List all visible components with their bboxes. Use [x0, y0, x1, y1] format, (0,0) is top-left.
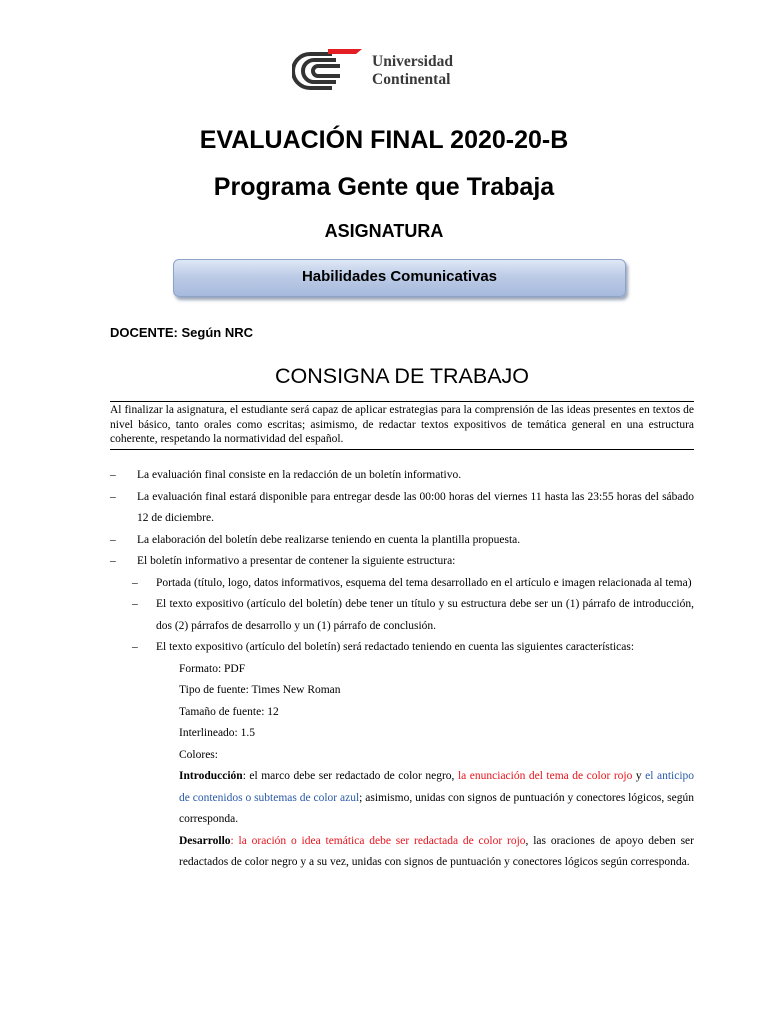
subject-banner: [173, 259, 626, 297]
spec-font: Tipo de fuente: Times New Roman: [179, 684, 341, 696]
consigna-title: CONSIGNA DE TRABAJO: [274, 364, 530, 388]
bullet-dash: –: [110, 533, 116, 546]
list-item-text: La elaboración del boletín debe realizarse teniendo en cuenta la plantilla propuesta.: [137, 533, 521, 546]
list-item: [110, 487, 694, 530]
bullet-dash: –: [110, 490, 116, 503]
intro-blue-text: el anticipo de contenidos o subtemas de color azul: [179, 770, 695, 804]
list-item-text: El boletín informativo a presentar de contener la siguiente estructura:: [137, 555, 456, 567]
logo-line-2: Continental: [372, 71, 451, 88]
universidad-continental-logo-icon: [292, 48, 368, 94]
university-logo: [292, 48, 482, 96]
objective-box: [110, 401, 694, 450]
list-item-text: La evaluación final consiste en la redacción de un boletín informativo.: [137, 469, 462, 481]
desarrollo-label: Desarrollo: [179, 834, 231, 847]
instructions-list: [110, 465, 694, 874]
intro-red-text: la enunciación del tema de color rojo: [457, 770, 633, 782]
program-title: Programa Gente que Trabaja: [213, 173, 555, 201]
sub-list-item: [110, 637, 694, 659]
subject-heading: ASIGNATURA: [324, 221, 444, 241]
sub-list-item: [110, 594, 694, 637]
desarrollo-text-1: :: [230, 834, 239, 847]
sub-list-item-text: Portada (título, logo, datos informativos, esquema del tema desarrollado en el artículo e imagen relacionada al tema): [156, 576, 692, 589]
intro-text-2: y: [632, 770, 646, 782]
intro-text-1: : el marco debe ser redactado de color negro,: [242, 770, 458, 782]
subject-name: Habilidades Comunicativas: [301, 268, 498, 285]
desarrollo-text-2: , las oraciones de apoyo deben ser redactados de color negro y a su vez, unidas con signos de puntuación y conectores lógicos según corresponda.: [179, 834, 694, 868]
bullet-dash: –: [110, 555, 116, 567]
sub-list-item-text: El texto expositivo (artículo del boletín) será redactado teniendo en cuenta las siguientes características:: [156, 641, 635, 653]
intro-text-3: ; asimismo, unidas con signos de puntuación y conectores lógicos, según corresponda.: [179, 791, 694, 825]
bullet-dash: –: [110, 469, 116, 481]
sub-list-item-text: El texto expositivo (artículo del boletín) debe tener un título y su estructura debe ser un (1) párrafo de introducción, dos (2) párrafos de desarrollo y un (1) párrafo de conclusión.: [156, 598, 694, 632]
logo-line-1: Universidad: [372, 53, 453, 70]
objective-text: Al finalizar la asignatura, el estudiante será capaz de aplicar estrategias para la comprensión de las ideas presentes en textos de nivel básico, tanto orales como escritas; asimismo, de redactar textos expositivos de temática general en una estructura coherente, respetando la normatividad del español.: [110, 404, 694, 445]
bullet-dash: –: [132, 641, 138, 653]
spec-colors: Colores:: [179, 748, 218, 761]
sub-list-item: [110, 573, 694, 595]
list-item-text: La evaluación final estará disponible para entregar desde las 00:00 horas del viernes 11 hasta las 23:55 horas del sábado 12 de diciembre.: [137, 490, 694, 524]
page-title: EVALUACIÓN FINAL 2020-20-B: [199, 126, 569, 154]
intro-label: Introducción: [179, 770, 243, 782]
spec-format: Formato: PDF: [179, 662, 246, 675]
list-item: [110, 465, 694, 487]
desarrollo-paragraph: [110, 831, 694, 874]
list-item: [110, 551, 694, 573]
spec-font-size: Tamaño de fuente: 12: [179, 705, 279, 718]
bullet-dash: –: [132, 598, 138, 610]
spec-line-spacing: Interlineado: 1.5: [179, 727, 256, 739]
desarrollo-red-text: la oración o idea temática debe ser redactada de color rojo: [238, 834, 526, 847]
intro-paragraph: [110, 766, 694, 831]
docente-label: DOCENTE: Según NRC: [110, 325, 253, 340]
bullet-dash: –: [132, 576, 138, 589]
list-item: [110, 530, 694, 552]
